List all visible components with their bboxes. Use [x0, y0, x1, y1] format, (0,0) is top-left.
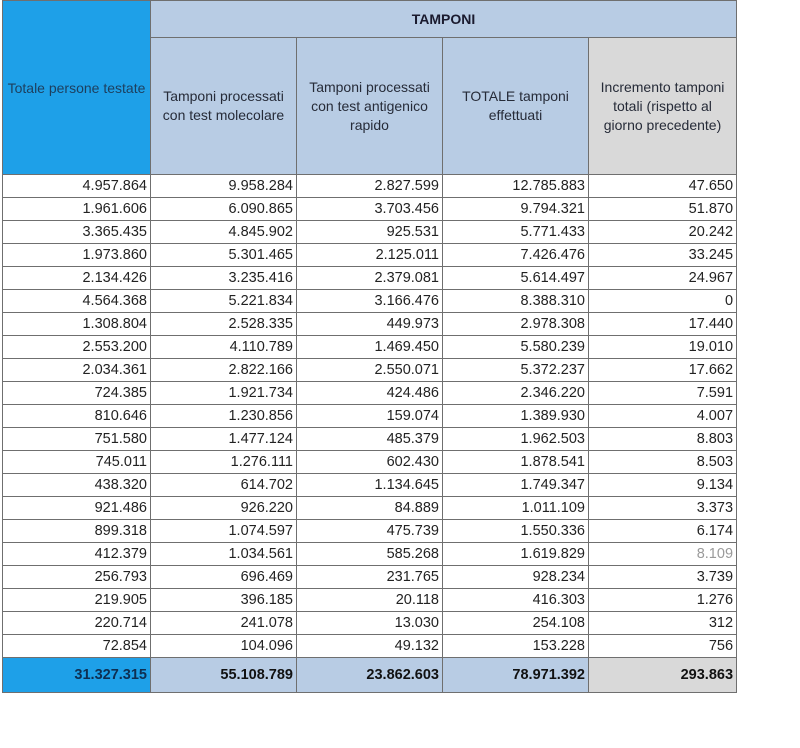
- cell-totale-tamponi: 5.372.237: [443, 359, 589, 382]
- cell-persone-testate: 810.646: [3, 405, 151, 428]
- cell-persone-testate: 219.905: [3, 589, 151, 612]
- cell-totale-tamponi: 1.619.829: [443, 543, 589, 566]
- cell-persone-testate: 2.134.426: [3, 267, 151, 290]
- table-row: [3, 313, 737, 336]
- cell-molecolare: 1.276.111: [151, 451, 297, 474]
- cell-antigenico: 2.827.599: [297, 175, 443, 198]
- cell-molecolare: 1.034.561: [151, 543, 297, 566]
- cell-incremento: 8.503: [589, 451, 737, 474]
- cell-totale-tamponi: 416.303: [443, 589, 589, 612]
- total-antigenico: 23.862.603: [297, 658, 443, 693]
- cell-persone-testate: 412.379: [3, 543, 151, 566]
- cell-molecolare: 926.220: [151, 497, 297, 520]
- cell-incremento: 3.373: [589, 497, 737, 520]
- cell-molecolare: 5.221.834: [151, 290, 297, 313]
- header-totale-tamponi: TOTALE tamponi effettuati: [443, 38, 589, 175]
- table-row: [3, 520, 737, 543]
- cell-molecolare: 1.921.734: [151, 382, 297, 405]
- cell-antigenico: 585.268: [297, 543, 443, 566]
- cell-molecolare: 396.185: [151, 589, 297, 612]
- cell-molecolare: 2.822.166: [151, 359, 297, 382]
- cell-persone-testate: 745.011: [3, 451, 151, 474]
- cell-totale-tamponi: 7.426.476: [443, 244, 589, 267]
- cell-totale-tamponi: 5.771.433: [443, 221, 589, 244]
- cell-persone-testate: 438.320: [3, 474, 151, 497]
- cell-incremento: 6.174: [589, 520, 737, 543]
- cell-persone-testate: 2.034.361: [3, 359, 151, 382]
- cell-incremento: 312: [589, 612, 737, 635]
- cell-incremento: 7.591: [589, 382, 737, 405]
- total-tamponi: 78.971.392: [443, 658, 589, 693]
- total-persone-testate: 31.327.315: [3, 658, 151, 693]
- cell-molecolare: 104.096: [151, 635, 297, 658]
- cell-incremento: 47.650: [589, 175, 737, 198]
- cell-antigenico: 2.379.081: [297, 267, 443, 290]
- table-row: [3, 175, 737, 198]
- table-row: [3, 267, 737, 290]
- cell-persone-testate: 256.793: [3, 566, 151, 589]
- cell-persone-testate: 899.318: [3, 520, 151, 543]
- cell-totale-tamponi: 8.388.310: [443, 290, 589, 313]
- cell-persone-testate: 2.553.200: [3, 336, 151, 359]
- cell-incremento: 4.007: [589, 405, 737, 428]
- tamponi-table: [2, 0, 737, 693]
- cell-molecolare: 9.958.284: [151, 175, 297, 198]
- cell-incremento: 17.662: [589, 359, 737, 382]
- cell-incremento: 20.242: [589, 221, 737, 244]
- cell-antigenico: 449.973: [297, 313, 443, 336]
- cell-totale-tamponi: 1.962.503: [443, 428, 589, 451]
- table-row: [3, 451, 737, 474]
- header-molecolare: Tamponi processati con test molecolare: [151, 38, 297, 175]
- cell-persone-testate: 4.957.864: [3, 175, 151, 198]
- cell-persone-testate: 1.973.860: [3, 244, 151, 267]
- cell-persone-testate: 751.580: [3, 428, 151, 451]
- cell-antigenico: 159.074: [297, 405, 443, 428]
- table-body: [3, 175, 737, 658]
- cell-antigenico: 231.765: [297, 566, 443, 589]
- cell-totale-tamponi: 5.580.239: [443, 336, 589, 359]
- table-row: [3, 612, 737, 635]
- cell-incremento: 0: [589, 290, 737, 313]
- cell-persone-testate: 72.854: [3, 635, 151, 658]
- cell-totale-tamponi: 153.228: [443, 635, 589, 658]
- cell-molecolare: 6.090.865: [151, 198, 297, 221]
- cell-antigenico: 3.703.456: [297, 198, 443, 221]
- table-row: [3, 336, 737, 359]
- cell-incremento: 9.134: [589, 474, 737, 497]
- cell-antigenico: 424.486: [297, 382, 443, 405]
- cell-persone-testate: 724.385: [3, 382, 151, 405]
- cell-molecolare: 1.074.597: [151, 520, 297, 543]
- table-row: [3, 198, 737, 221]
- cell-incremento: 24.967: [589, 267, 737, 290]
- cell-molecolare: 5.301.465: [151, 244, 297, 267]
- cell-molecolare: 1.477.124: [151, 428, 297, 451]
- cell-antigenico: 2.125.011: [297, 244, 443, 267]
- table-row: [3, 543, 737, 566]
- cell-persone-testate: 220.714: [3, 612, 151, 635]
- cell-molecolare: 241.078: [151, 612, 297, 635]
- cell-totale-tamponi: 5.614.497: [443, 267, 589, 290]
- table-row: [3, 382, 737, 405]
- table-row: [3, 635, 737, 658]
- cell-antigenico: 13.030: [297, 612, 443, 635]
- cell-antigenico: 49.132: [297, 635, 443, 658]
- cell-antigenico: 3.166.476: [297, 290, 443, 313]
- cell-totale-tamponi: 12.785.883: [443, 175, 589, 198]
- cell-incremento: 3.739: [589, 566, 737, 589]
- totals-row: [3, 658, 737, 693]
- cell-totale-tamponi: 254.108: [443, 612, 589, 635]
- header-antigenico: Tamponi processati con test antigenico rapido: [297, 38, 443, 175]
- cell-incremento: 8.109: [589, 543, 737, 566]
- cell-molecolare: 1.230.856: [151, 405, 297, 428]
- cell-persone-testate: 4.564.368: [3, 290, 151, 313]
- table-row: [3, 244, 737, 267]
- table-row: [3, 359, 737, 382]
- cell-incremento: 51.870: [589, 198, 737, 221]
- cell-incremento: 1.276: [589, 589, 737, 612]
- cell-persone-testate: 3.365.435: [3, 221, 151, 244]
- header-tamponi-group: TAMPONI: [151, 1, 737, 38]
- total-molecolare: 55.108.789: [151, 658, 297, 693]
- cell-persone-testate: 921.486: [3, 497, 151, 520]
- cell-antigenico: 1.469.450: [297, 336, 443, 359]
- cell-totale-tamponi: 2.346.220: [443, 382, 589, 405]
- total-incremento: 293.863: [589, 658, 737, 693]
- cell-totale-tamponi: 9.794.321: [443, 198, 589, 221]
- header-incremento: Incremento tamponi totali (rispetto al giorno precedente): [589, 38, 737, 175]
- cell-antigenico: 475.739: [297, 520, 443, 543]
- header-totale-persone-testate: Totale persone testate: [3, 1, 151, 175]
- cell-molecolare: 3.235.416: [151, 267, 297, 290]
- cell-antigenico: 1.134.645: [297, 474, 443, 497]
- cell-antigenico: 84.889: [297, 497, 443, 520]
- table-row: [3, 566, 737, 589]
- cell-persone-testate: 1.308.804: [3, 313, 151, 336]
- table-row: [3, 405, 737, 428]
- cell-antigenico: 20.118: [297, 589, 443, 612]
- cell-incremento: 17.440: [589, 313, 737, 336]
- cell-totale-tamponi: 1.550.336: [443, 520, 589, 543]
- cell-incremento: 8.803: [589, 428, 737, 451]
- cell-molecolare: 4.845.902: [151, 221, 297, 244]
- cell-antigenico: 2.550.071: [297, 359, 443, 382]
- cell-totale-tamponi: 1.011.109: [443, 497, 589, 520]
- cell-totale-tamponi: 1.749.347: [443, 474, 589, 497]
- cell-totale-tamponi: 928.234: [443, 566, 589, 589]
- table-row: [3, 290, 737, 313]
- cell-incremento: 756: [589, 635, 737, 658]
- cell-totale-tamponi: 1.389.930: [443, 405, 589, 428]
- table-row: [3, 589, 737, 612]
- cell-incremento: 19.010: [589, 336, 737, 359]
- cell-molecolare: 4.110.789: [151, 336, 297, 359]
- cell-molecolare: 614.702: [151, 474, 297, 497]
- cell-totale-tamponi: 2.978.308: [443, 313, 589, 336]
- cell-molecolare: 696.469: [151, 566, 297, 589]
- table-row: [3, 497, 737, 520]
- cell-antigenico: 925.531: [297, 221, 443, 244]
- table-row: [3, 474, 737, 497]
- table-row: [3, 221, 737, 244]
- table-row: [3, 428, 737, 451]
- cell-persone-testate: 1.961.606: [3, 198, 151, 221]
- cell-antigenico: 485.379: [297, 428, 443, 451]
- cell-molecolare: 2.528.335: [151, 313, 297, 336]
- cell-antigenico: 602.430: [297, 451, 443, 474]
- cell-incremento: 33.245: [589, 244, 737, 267]
- cell-totale-tamponi: 1.878.541: [443, 451, 589, 474]
